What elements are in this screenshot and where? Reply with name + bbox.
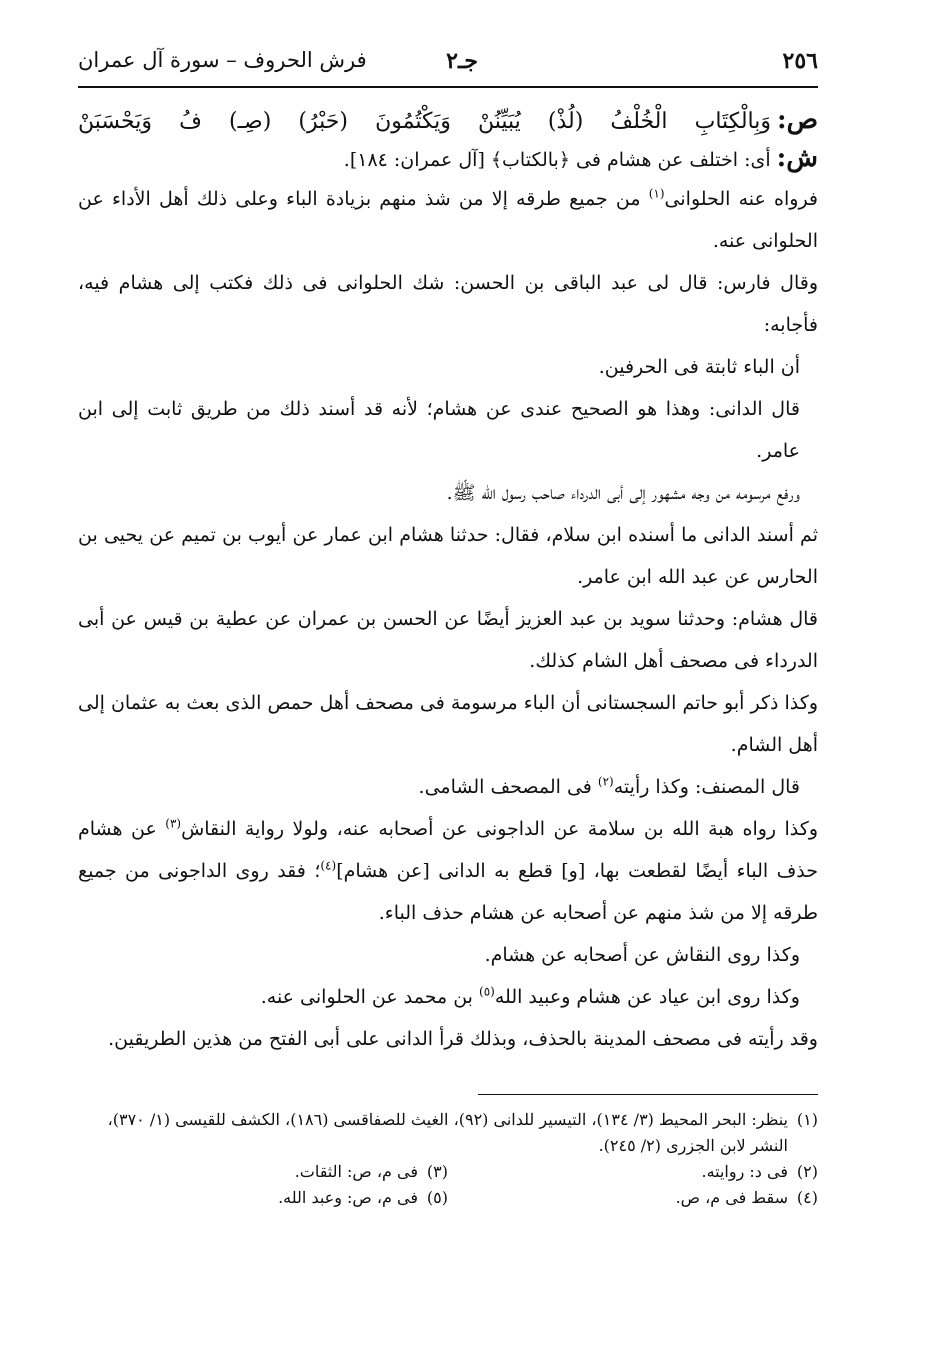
paragraph-text: فى المصحف الشامى. [418, 776, 598, 798]
footnote-1 [78, 1107, 818, 1159]
footnote-text: فى د: روايته. [701, 1162, 788, 1181]
footnote-number: (٥) [426, 1188, 448, 1207]
verse-line [78, 102, 818, 140]
book-page [78, 40, 818, 1340]
paragraph [78, 346, 818, 388]
footnote-text: ينظر: البحر المحيط (٣/ ١٣٤)، التيسير للدانى (٩٢)، الغيث للصفاقسى (١٨٦)، الكشف للقيسى (١/ ٣٧٠)، النشر لابن الجزرى (٢/ ٢٤٥). [107, 1110, 788, 1155]
paragraph [78, 682, 818, 766]
footnote-row [78, 1185, 818, 1211]
paragraph [78, 598, 818, 682]
paragraph-text: ؛ فقد روى الداجونى من جميع طرقه إلا من شذ منهم عن أصحابه عن هشام حذف الباء. [78, 860, 818, 924]
footnote-reference: (٣) [165, 816, 182, 831]
footnote-reference: (١) [648, 186, 665, 201]
header-title: فرش الحروف – سورة آل عمران [78, 48, 367, 72]
footnote-5 [78, 1185, 448, 1211]
paragraph [78, 808, 818, 934]
paragraph [78, 514, 818, 598]
footnote-number: (٣) [426, 1162, 448, 1181]
footnote-text: فى م، ص: وعبد الله. [278, 1188, 418, 1207]
footnotes [78, 1107, 818, 1211]
paragraph-text: ورفع مرسومه من وجه مشهور إلى أبى الدرداء صاحب رسول الله ﷺ. [446, 482, 800, 504]
paragraph [78, 766, 818, 808]
footnote-reference: (٢) [597, 774, 614, 789]
footnote-reference: (٥) [479, 984, 495, 999]
paragraph [78, 472, 818, 514]
paragraph-text: عن هشام حذف الباء أيضًا لقطعت بها، [و] قطع به الدانى [عن هشام] [78, 818, 818, 882]
paragraph-text: وكذا روى ابن عياد عن هشام وعبيد الله [494, 986, 800, 1008]
paragraph-text: وكذا روى النقاش عن أصحابه عن هشام. [484, 944, 800, 966]
paragraph-text: وكذا ذكر أبو حاتم السجستانى أن الباء مرسومة فى مصحف أهل حمص الذى بعث به عثمان إلى أهل الشام. [78, 692, 818, 756]
footnote-number: (٤) [796, 1188, 818, 1207]
running-header [78, 40, 818, 88]
paragraph [78, 976, 818, 1018]
paragraph [78, 388, 818, 472]
paragraph [78, 1018, 818, 1060]
paragraph [78, 262, 818, 346]
paragraph-text: قال الدانى: وهذا هو الصحيح عندى عن هشام؛ لأنه قد أسند ذلك من طريق ثابت إلى ابن عامر. [78, 398, 800, 462]
commentary-text: أى: اختلف عن هشام فى ﴿بالكتاب﴾ [آل عمران: ١٨٤]. [343, 149, 771, 171]
footnote-number: (٢) [796, 1162, 818, 1181]
footnote-reference: (٤) [320, 858, 337, 873]
verse-text: وَبِالْكِتَابِ الْخُلْفُ (لُذْ) يُبَيِّنُنْ وَيَكْتُمُونَ (حَبْرُ) (صِـ) فُ وَيَحْسَبَنْ [78, 109, 771, 134]
footnote-number: (١) [796, 1110, 818, 1129]
paragraph-text: أن الباء ثابتة فى الحرفين. [598, 356, 800, 378]
paragraph-text: قال المصنف: وكذا رأيته [613, 776, 800, 798]
paragraph [78, 178, 818, 262]
footnote-separator [478, 1094, 818, 1095]
footnote-text: فى م، ص: الثقات. [294, 1162, 418, 1181]
paragraph [78, 934, 818, 976]
paragraph-text: فرواه عنه الحلوانى [664, 188, 819, 210]
paragraph-text: وقد رأيته فى مصحف المدينة بالحذف، وبذلك قرأ الدانى على أبى الفتح من هذين الطريقين. [108, 1028, 818, 1050]
footnote-4 [448, 1185, 818, 1211]
commentary-line [78, 140, 818, 178]
paragraph-text: ثم أسند الدانى ما أسنده ابن سلام، فقال: حدثنا هشام ابن عمار عن أيوب بن تميم عن يحيى بن الحارس عن عبد الله ابن عامر. [78, 524, 818, 588]
paragraph-text: وكذا رواه هبة الله بن سلامة عن الداجونى عن أصحابه عنه، ولولا رواية النقاش [181, 818, 818, 840]
footnote-row [78, 1159, 818, 1185]
footnote-3 [78, 1159, 448, 1185]
volume-label: جـ٢ [446, 48, 478, 74]
footnote-text: سقط فى م، ص. [675, 1188, 788, 1207]
paragraph-text: وقال فارس: قال لى عبد الباقى بن الحسن: شك الحلوانى فى ذلك فكتب إلى هشام فيه، فأجابه: [78, 272, 818, 336]
body-text [78, 178, 818, 1060]
paragraph-text: قال هشام: وحدثنا سويد بن عبد العزيز أيضًا عن الحسن بن عمران عن عطية بن قيس عن أبى الدرداء فى مصحف أهل الشام كذلك. [78, 608, 818, 672]
paragraph-text: من جميع طرقه إلا من شذ منهم بزيادة الباء وعلى ذلك أهل الأداء عن الحلوانى عنه. [78, 188, 818, 252]
footnote-2 [448, 1159, 818, 1185]
commentary-marker: ش: [776, 143, 818, 173]
verse-marker: ص: [776, 105, 818, 135]
page-number: ٢٥٦ [782, 48, 818, 74]
paragraph-text: بن محمد عن الحلوانى عنه. [260, 986, 480, 1008]
